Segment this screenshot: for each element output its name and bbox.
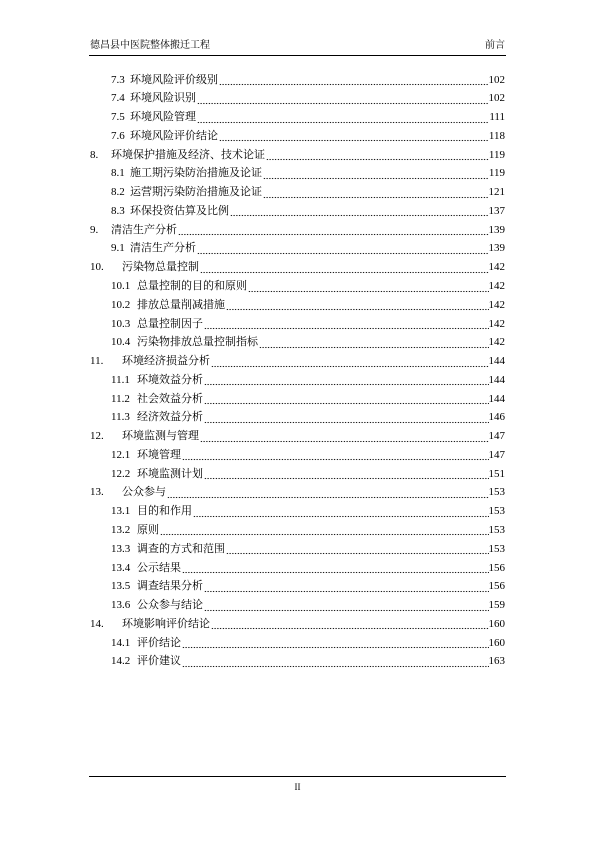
dot-leader: [204, 577, 489, 596]
toc-entry-number: 13.: [90, 486, 104, 499]
toc-chapter-entry: [90, 258, 505, 277]
dot-leader: [211, 352, 489, 371]
toc-entry-page: 153: [488, 486, 505, 499]
toc-entry-title: 环境风险评价级别: [130, 73, 218, 86]
toc-entry-page: 153: [488, 523, 505, 536]
toc-entry-number: 8.3: [111, 204, 125, 217]
toc-section-entry: [90, 89, 505, 108]
toc-entry-title: 经济效益分析: [137, 411, 203, 424]
toc-entry-page: 121: [488, 186, 505, 199]
page-number: II: [294, 782, 301, 792]
table-of-contents: [90, 71, 505, 672]
toc-section-entry: [90, 315, 505, 334]
toc-entry-title: 评价建议: [137, 655, 181, 668]
toc-entry-number: 13.2: [111, 523, 131, 536]
dot-leader: [178, 221, 489, 240]
toc-entry-number: 11.: [90, 355, 104, 368]
toc-entry-number: 9.: [90, 223, 99, 236]
toc-entry-title: 清洁生产分析: [111, 223, 177, 236]
toc-entry-page: 142: [488, 280, 505, 293]
toc-section-entry: [90, 521, 505, 540]
dot-leader: [193, 502, 489, 521]
toc-entry-title: 环境监测与管理: [122, 430, 199, 443]
toc-entry-number: 8.2: [111, 186, 125, 199]
dot-leader: [160, 521, 489, 540]
toc-section-entry: [90, 390, 505, 409]
toc-entry-number: 10.3: [111, 317, 131, 330]
dot-leader: [219, 127, 489, 146]
toc-entry-number: 14.1: [111, 636, 131, 649]
toc-entry-title: 排放总量削减措施: [137, 298, 225, 311]
dot-leader: [230, 202, 489, 221]
toc-entry-number: 14.2: [111, 655, 131, 668]
toc-entry-title: 施工期污染防治措施及论证: [130, 167, 262, 180]
toc-section-entry: [90, 634, 505, 653]
dot-leader: [200, 427, 489, 446]
toc-entry-page: 163: [488, 655, 505, 668]
toc-entry-title: 环境风险识别: [130, 92, 196, 105]
toc-entry-number: 12.1: [111, 448, 131, 461]
toc-entry-page: 142: [488, 317, 505, 330]
toc-entry-number: 10.: [90, 261, 104, 274]
toc-section-entry: [90, 465, 505, 484]
toc-entry-number: 13.1: [111, 505, 131, 518]
toc-entry-number: 11.3: [111, 411, 130, 424]
toc-entry-title: 污染物总量控制: [122, 261, 199, 274]
running-header-section: 前言: [485, 40, 505, 51]
toc-section-entry: [90, 371, 505, 390]
toc-entry-title: 环保投资估算及比例: [130, 204, 229, 217]
toc-section-entry: [90, 652, 505, 671]
toc-chapter-entry: [90, 615, 505, 634]
toc-section-entry: [90, 108, 505, 127]
dot-leader: [197, 89, 489, 108]
toc-entry-title: 环境风险管理: [130, 111, 196, 124]
toc-entry-number: 10.2: [111, 298, 131, 311]
dot-leader: [182, 634, 489, 653]
toc-chapter-entry: [90, 352, 505, 371]
toc-entry-title: 调查的方式和范围: [137, 542, 225, 555]
dot-leader: [248, 277, 489, 296]
toc-entry-page: 142: [488, 336, 505, 349]
toc-entry-title: 环境影响评价结论: [122, 617, 210, 630]
dot-leader: [263, 183, 489, 202]
toc-entry-page: 144: [488, 355, 505, 368]
toc-entry-title: 环境风险评价结论: [130, 129, 218, 142]
toc-entry-title: 污染物排放总量控制指标: [137, 336, 258, 349]
toc-section-entry: [90, 540, 505, 559]
toc-entry-title: 环境经济损益分析: [122, 355, 210, 368]
toc-entry-page: 139: [488, 242, 505, 255]
dot-leader: [204, 408, 489, 427]
toc-section-entry: [90, 408, 505, 427]
header-rule: [89, 55, 506, 56]
toc-section-entry: [90, 239, 505, 258]
toc-entry-title: 公众参与: [122, 486, 166, 499]
dot-leader: [204, 390, 489, 409]
toc-entry-title: 调查结果分析: [137, 580, 203, 593]
toc-entry-page: 111: [489, 111, 505, 124]
toc-entry-page: 156: [488, 561, 505, 574]
toc-section-entry: [90, 71, 505, 90]
toc-entry-title: 环境监测计划: [137, 467, 203, 480]
toc-section-entry: [90, 127, 505, 146]
toc-entry-page: 151: [488, 467, 505, 480]
toc-entry-number: 12.: [90, 430, 104, 443]
toc-entry-number: 14.: [90, 617, 104, 630]
toc-entry-page: 160: [488, 617, 505, 630]
toc-entry-title: 环境效益分析: [137, 373, 203, 386]
toc-chapter-entry: [90, 483, 505, 502]
dot-leader: [204, 371, 489, 390]
dot-leader: [219, 71, 489, 90]
toc-entry-page: 153: [488, 542, 505, 555]
toc-entry-number: 13.6: [111, 599, 131, 612]
dot-leader: [204, 465, 489, 484]
toc-entry-number: 10.1: [111, 280, 131, 293]
toc-entry-number: 9.1: [111, 242, 125, 255]
toc-section-entry: [90, 164, 505, 183]
toc-entry-title: 环境管理: [137, 448, 181, 461]
toc-entry-page: 147: [488, 430, 505, 443]
toc-entry-title: 运营期污染防治措施及论证: [130, 186, 262, 199]
dot-leader: [263, 164, 489, 183]
toc-entry-page: 118: [488, 129, 505, 142]
toc-entry-number: 11.2: [111, 392, 130, 405]
dot-leader: [182, 559, 489, 578]
toc-entry-number: 13.4: [111, 561, 131, 574]
dot-leader: [226, 540, 489, 559]
dot-leader: [226, 296, 489, 315]
toc-section-entry: [90, 183, 505, 202]
footer-rule: [89, 776, 506, 777]
toc-entry-title: 总量控制的目的和原则: [137, 280, 247, 293]
toc-section-entry: [90, 202, 505, 221]
toc-entry-number: 8.1: [111, 167, 125, 180]
toc-entry-page: 146: [488, 411, 505, 424]
toc-entry-title: 社会效益分析: [137, 392, 203, 405]
toc-entry-title: 清洁生产分析: [130, 242, 196, 255]
toc-section-entry: [90, 296, 505, 315]
toc-section-entry: [90, 559, 505, 578]
toc-section-entry: [90, 333, 505, 352]
running-header-title: 德昌县中医院整体搬迁工程: [90, 40, 210, 51]
toc-section-entry: [90, 277, 505, 296]
toc-entry-title: 总量控制因子: [137, 317, 203, 330]
toc-section-entry: [90, 446, 505, 465]
toc-entry-number: 11.1: [111, 373, 130, 386]
toc-entry-page: 137: [488, 204, 505, 217]
toc-chapter-entry: [90, 427, 505, 446]
toc-entry-page: 142: [488, 261, 505, 274]
toc-entry-title: 环境保护措施及经济、技术论证: [111, 148, 265, 161]
toc-entry-title: 公示结果: [137, 561, 181, 574]
toc-entry-title: 原则: [137, 523, 159, 536]
dot-leader: [167, 483, 489, 502]
dot-leader: [259, 333, 489, 352]
toc-section-entry: [90, 596, 505, 615]
toc-entry-page: 153: [488, 505, 505, 518]
toc-entry-page: 144: [488, 373, 505, 386]
toc-entry-title: 目的和作用: [137, 505, 192, 518]
toc-entry-number: 7.5: [111, 111, 125, 124]
dot-leader: [204, 315, 489, 334]
dot-leader: [266, 146, 489, 165]
toc-entry-page: 147: [488, 448, 505, 461]
toc-entry-page: 119: [488, 167, 505, 180]
dot-leader: [204, 596, 489, 615]
toc-entry-page: 159: [488, 599, 505, 612]
toc-entry-number: 12.2: [111, 467, 131, 480]
toc-entry-page: 102: [488, 92, 505, 105]
dot-leader: [182, 652, 489, 671]
toc-entry-page: 144: [488, 392, 505, 405]
toc-section-entry: [90, 502, 505, 521]
toc-entry-number: 13.3: [111, 542, 131, 555]
toc-entry-number: 7.6: [111, 129, 125, 142]
dot-leader: [197, 239, 489, 258]
dot-leader: [211, 615, 489, 634]
toc-entry-number: 7.4: [111, 92, 125, 105]
toc-entry-page: 102: [488, 73, 505, 86]
dot-leader: [200, 258, 489, 277]
toc-entry-page: 139: [488, 223, 505, 236]
dot-leader: [197, 108, 489, 127]
toc-entry-title: 公众参与结论: [137, 599, 203, 612]
toc-entry-number: 7.3: [111, 73, 125, 86]
toc-entry-number: 8.: [90, 148, 99, 161]
toc-entry-page: 156: [488, 580, 505, 593]
toc-chapter-entry: [90, 146, 505, 165]
toc-entry-number: 10.4: [111, 336, 131, 349]
toc-entry-page: 119: [488, 148, 505, 161]
toc-entry-page: 142: [488, 298, 505, 311]
toc-chapter-entry: [90, 221, 505, 240]
toc-entry-title: 评价结论: [137, 636, 181, 649]
toc-entry-page: 160: [488, 636, 505, 649]
dot-leader: [182, 446, 489, 465]
toc-section-entry: [90, 577, 505, 596]
toc-entry-number: 13.5: [111, 580, 131, 593]
